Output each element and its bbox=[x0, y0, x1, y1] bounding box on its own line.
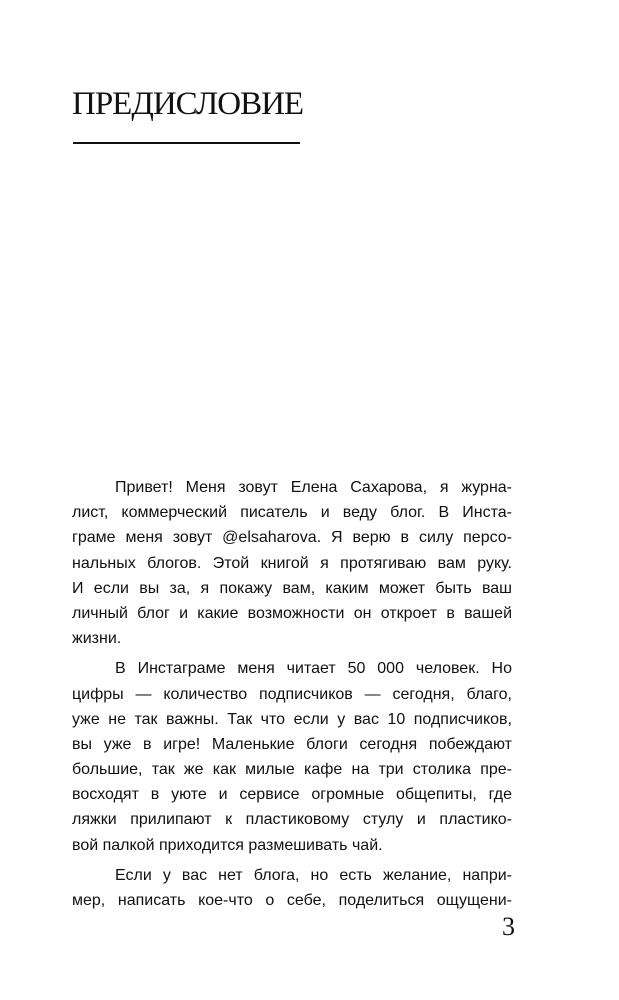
text-line: Привет! Меня зовут Елена Сахарова, я журна- bbox=[115, 479, 512, 496]
text-line: уже не так важны. Так что если у вас 10 подписчиков, bbox=[72, 710, 512, 728]
text-line: лист, коммерческий писатель и веду блог. В Инста- bbox=[72, 504, 512, 522]
body-text bbox=[72, 475, 512, 913]
text-line: мер, написать кое-что о себе, поделиться ощущени- bbox=[72, 892, 512, 909]
text-line: жизни. bbox=[72, 630, 122, 648]
paragraph bbox=[72, 863, 512, 913]
text-line: ляжки прилипают к пластиковому стулу и пластико- bbox=[72, 811, 512, 829]
text-line: вой палкой приходится размешивать чай. bbox=[72, 836, 383, 854]
text-line: вы уже в игре! Маленькие блоги сегодня побеждают bbox=[72, 735, 512, 753]
paragraph bbox=[72, 475, 512, 651]
text-line: восходят в уюте и сервисе огромные общепиты, где bbox=[72, 786, 512, 804]
paragraph bbox=[72, 656, 512, 858]
text-line: граме меня зовут @elsaharova. Я верю в силу персо- bbox=[72, 529, 512, 547]
heading-underline bbox=[73, 142, 300, 144]
text-line: Если у вас нет блога, но есть желание, напри- bbox=[115, 866, 512, 884]
text-line: И если вы за, я покажу вам, каким может быть ваш bbox=[72, 579, 512, 597]
page-heading: ПРЕДИСЛОВИЕ bbox=[72, 86, 304, 122]
text-line: большие, так же как милые кафе на три столика пре- bbox=[72, 761, 512, 779]
page-number: 3 bbox=[502, 912, 515, 941]
text-line: личный блог и какие возможности он откроет в вашей bbox=[72, 604, 512, 622]
text-line: цифры — количество подписчиков — сегодня, благо, bbox=[72, 685, 512, 703]
text-line: В Инстаграме меня читает 50 000 человек. Но bbox=[115, 660, 512, 678]
text-line: нальных блогов. Этой книгой я протягиваю вам руку. bbox=[72, 554, 512, 572]
